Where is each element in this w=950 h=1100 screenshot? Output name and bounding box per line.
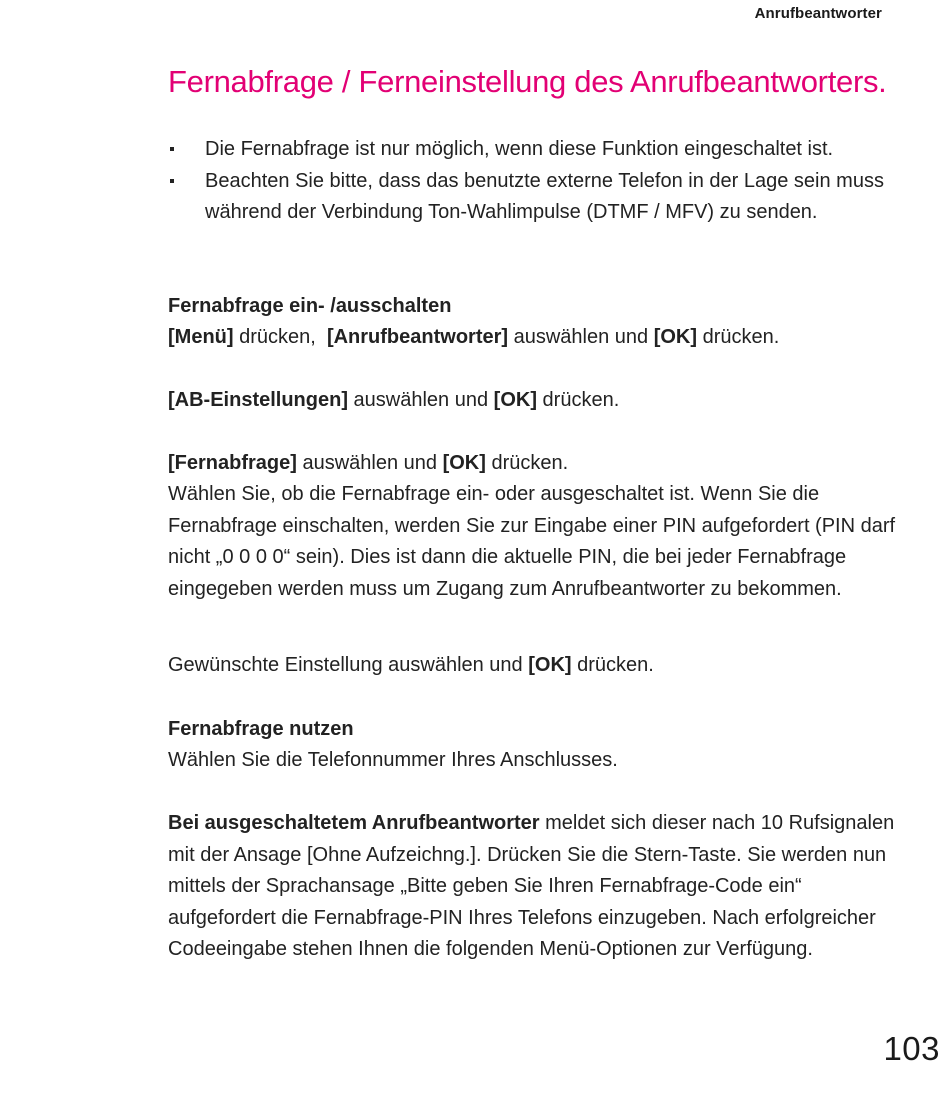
- body-paragraph: [168, 808, 903, 966]
- step-text: drücken.: [485, 452, 569, 474]
- instruction-step: [168, 448, 903, 480]
- section-heading: Fernabfrage ein- /ausschalten: [168, 295, 452, 317]
- section-heading: Fernabfrage nutzen: [168, 718, 354, 740]
- page-title: Fernabfrage / Ferneinstellung des Anrufbeantworters.: [168, 64, 887, 99]
- instruction-step: [168, 650, 903, 682]
- key-label: [OK]: [493, 389, 537, 411]
- step-text: drücken.: [537, 389, 620, 411]
- step-text: Gewünschte Einstellung auswählen und: [168, 654, 529, 676]
- notes-list: [168, 134, 903, 229]
- instruction-text: Wählen Sie die Telefonnummer Ihres Anschlusses.: [168, 749, 618, 771]
- list-item: Beachten Sie bitte, dass das benutzte externe Telefon in der Lage sein muss während der Verbindung Ton-Wahlimpulse (DTMF / MFV) zu senden.: [168, 166, 903, 229]
- explanation-paragraph: Wählen Sie, ob die Fernabfrage ein- oder ausgeschaltet ist. Wenn Sie die Fernabfrage einschalten, werden Sie zur Eingabe einer PIN aufgefordert (PIN darf nicht „0 0 0 0“ sein). Dies ist dann die aktuelle PIN, die bei jeder Fernabfrage eingegeben werden muss um Zugang zum Anrufbeantworter zu bekommen.: [168, 483, 896, 600]
- step-text: drücken,: [233, 326, 327, 348]
- step-text: drücken.: [571, 654, 654, 676]
- step-text: auswählen und: [348, 389, 494, 411]
- step-text: auswählen und: [508, 326, 654, 348]
- list-item: Die Fernabfrage ist nur möglich, wenn diese Funktion eingeschaltet ist.: [168, 134, 903, 166]
- page-content: [168, 62, 903, 960]
- key-label: [Menü]: [168, 326, 234, 348]
- instruction-step: [168, 322, 903, 354]
- page-number: 103: [883, 1030, 940, 1067]
- key-label: [AB-Einstellungen]: [168, 389, 348, 411]
- key-label: [OK]: [653, 326, 698, 348]
- instruction-step: [168, 385, 903, 417]
- lead-text: Bei ausgeschaltetem Anrufbeantworter: [168, 812, 540, 834]
- running-header: Anrufbeantworter: [754, 5, 882, 22]
- key-label: [Anrufbeantworter]: [326, 326, 509, 348]
- key-label: [OK]: [442, 452, 486, 474]
- step-text: drücken.: [697, 326, 780, 348]
- key-label: [OK]: [528, 654, 572, 676]
- key-label: [Fernabfrage]: [168, 452, 297, 474]
- step-text: auswählen und: [296, 452, 443, 474]
- paragraph-text: meldet sich dieser nach 10 Rufsignalen mit der Ansage [Ohne Aufzeichng.]. Drücken Sie die Stern-Taste. Sie werden nun mittels der Sprachansage „Bitte geben Sie Ihren Fernabfrage-Code ein“ aufgefordert die Fernabfrage-PIN Ihres Telefons einzugeben. Nach erfolgreicher Codeeingabe stehen Ihnen die folgenden Menü-Optionen zur Verfügung.: [168, 812, 895, 960]
